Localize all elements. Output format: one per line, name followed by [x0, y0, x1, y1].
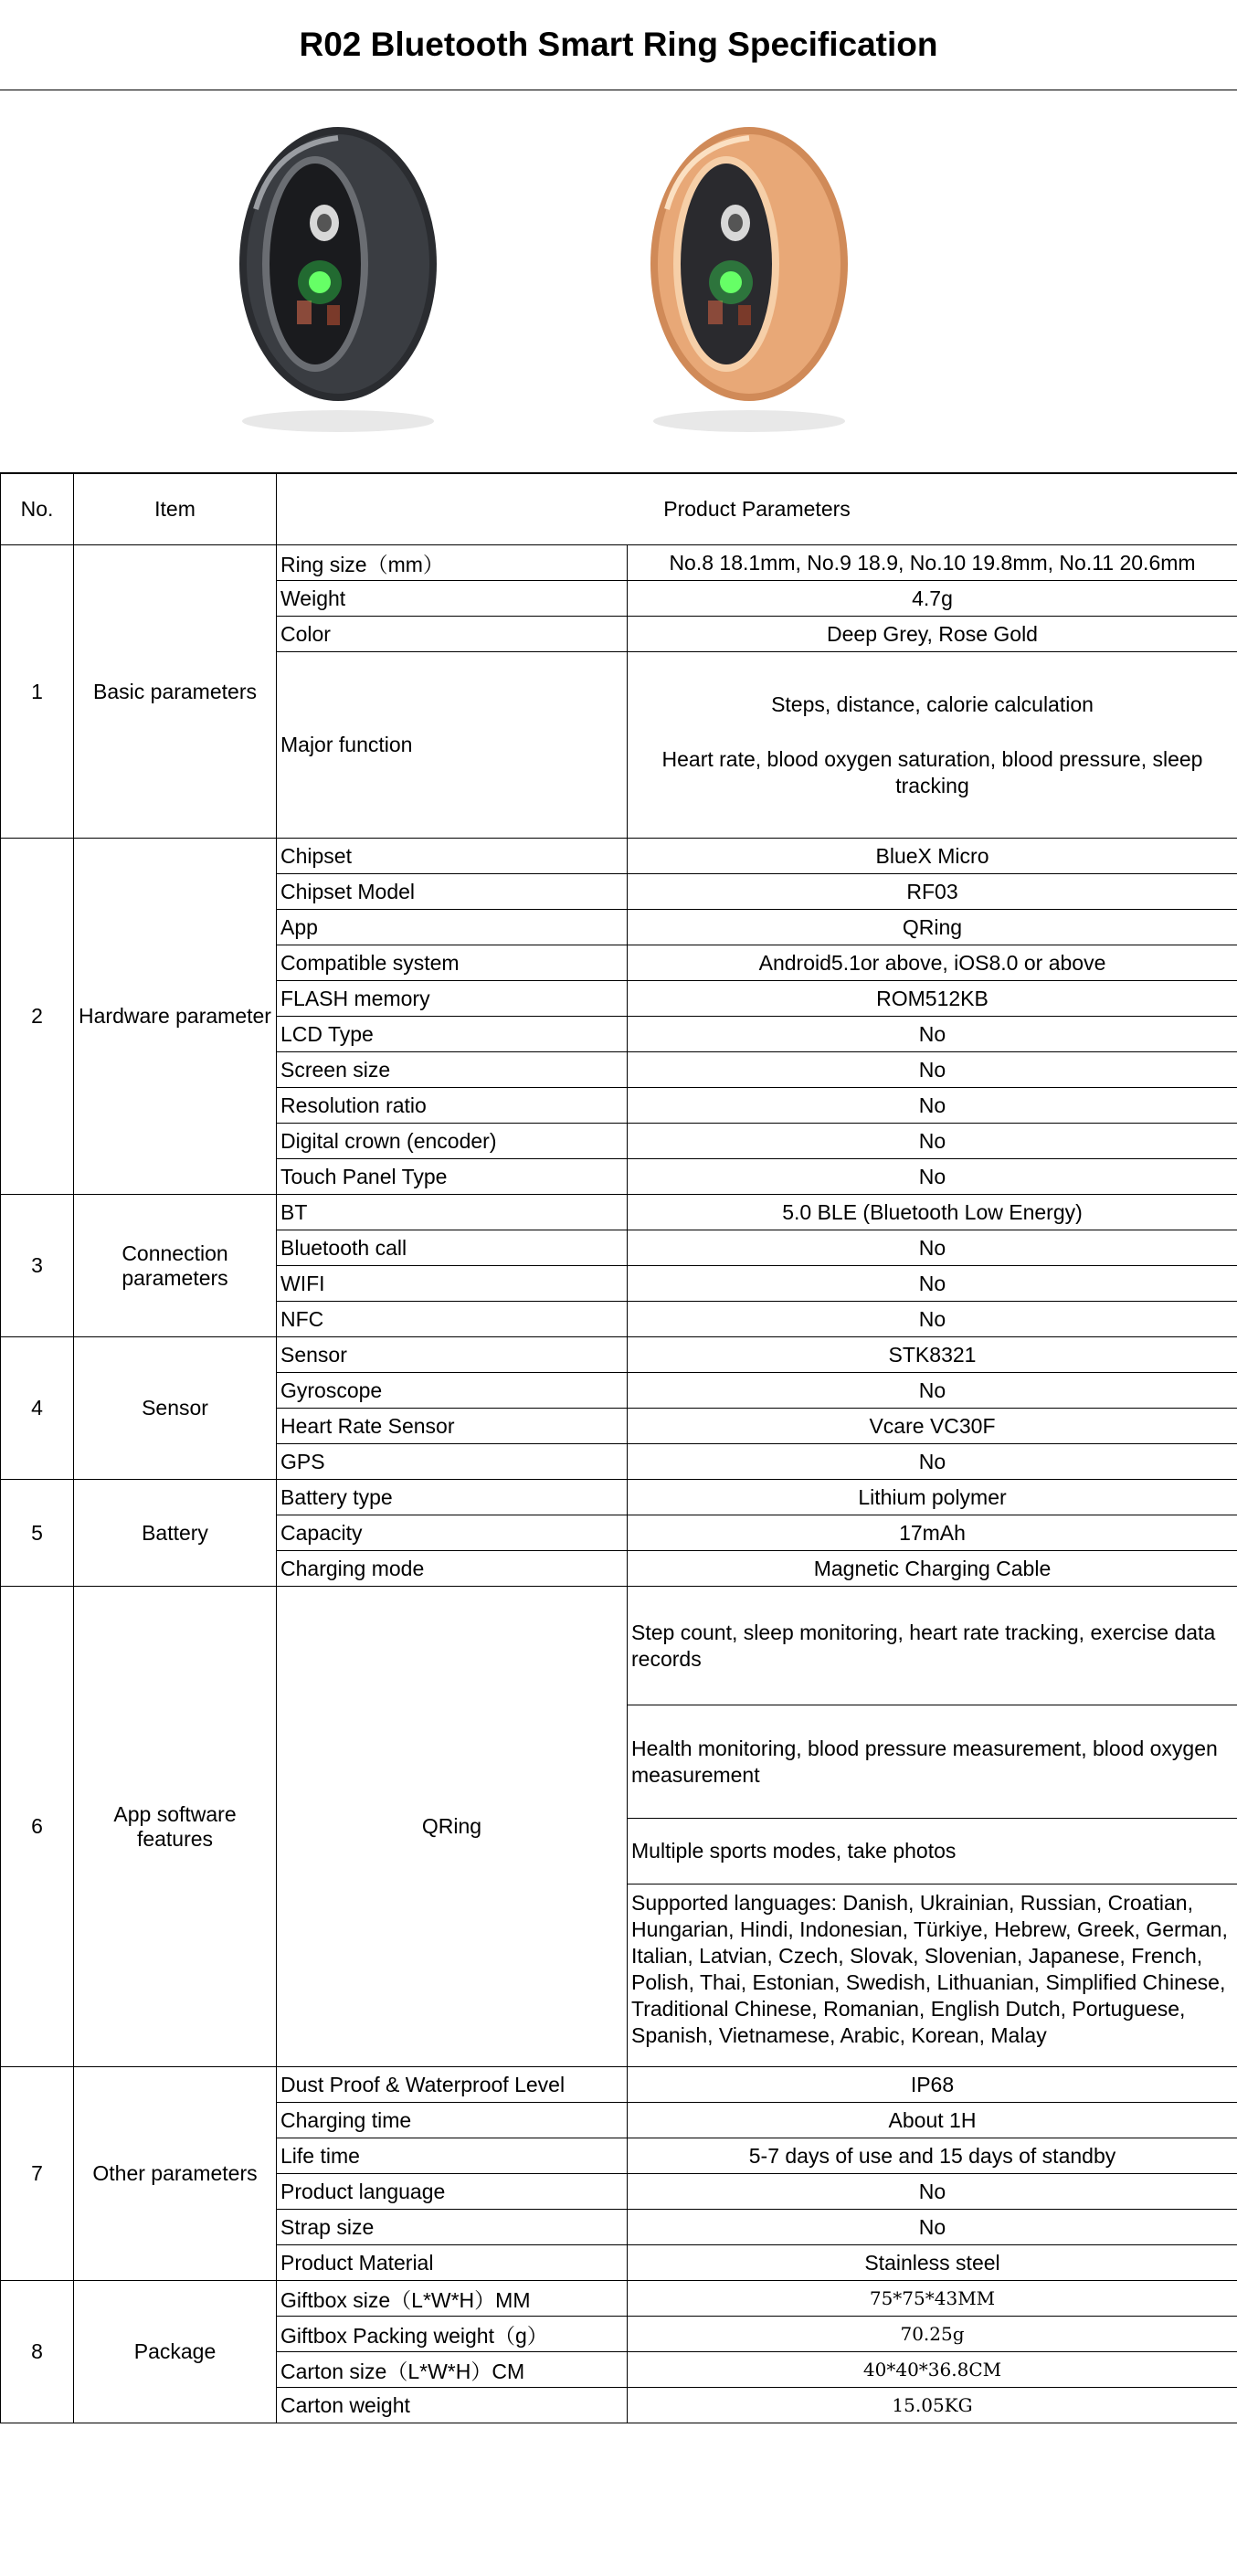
section-item: Sensor	[74, 1337, 277, 1480]
param-value: No	[628, 1266, 1237, 1302]
param-name: Gyroscope	[277, 1373, 628, 1409]
param-value: Lithium polymer	[628, 1480, 1237, 1515]
param-name: Sensor	[277, 1337, 628, 1373]
param-name: Capacity	[277, 1515, 628, 1551]
param-name: Strap size	[277, 2210, 628, 2245]
param-value: No	[628, 2174, 1237, 2210]
section-no: 8	[1, 2281, 74, 2423]
page-title: R02 Bluetooth Smart Ring Specification	[0, 0, 1237, 90]
param-value: No	[628, 1302, 1237, 1337]
header-item: Item	[74, 474, 277, 545]
section-no: 5	[1, 1480, 74, 1587]
table-row	[1, 545, 1237, 581]
param-name: Touch Panel Type	[277, 1159, 628, 1195]
product-images	[0, 90, 1237, 473]
app-feature-languages-cell	[628, 1884, 1237, 2067]
deep-grey-ring-image	[219, 127, 457, 438]
param-name: Giftbox Packing weight（g）	[277, 2317, 628, 2352]
param-name: Dust Proof & Waterproof Level	[277, 2067, 628, 2103]
param-value	[628, 652, 1237, 839]
app-feature: Step count, sleep monitoring, heart rate tracking, exercise data records	[628, 1587, 1237, 1705]
section-no: 1	[1, 545, 74, 839]
param-name: Carton weight	[277, 2388, 628, 2423]
rose-gold-ring-image	[630, 127, 868, 438]
param-name: App	[277, 910, 628, 945]
param-value: IP68	[628, 2067, 1237, 2103]
param-value: QRing	[628, 910, 1237, 945]
param-name: BT	[277, 1195, 628, 1230]
param-value: No	[628, 1052, 1237, 1088]
param-value: 17mAh	[628, 1515, 1237, 1551]
param-name: WIFI	[277, 1266, 628, 1302]
table-row	[1, 2067, 1237, 2103]
param-value: No.8 18.1mm, No.9 18.9, No.10 19.8mm, No.11 20.6mm	[628, 545, 1237, 581]
param-name: Giftbox size（L*W*H）MM	[277, 2281, 628, 2317]
param-name: Ring size（mm）	[277, 545, 628, 581]
section-item: Hardware parameter	[74, 839, 277, 1195]
param-name: Chipset	[277, 839, 628, 874]
param-value: No	[628, 1230, 1237, 1266]
table-row	[1, 2281, 1237, 2317]
table-row	[1, 1195, 1237, 1230]
param-value: 70.25g	[628, 2317, 1237, 2352]
param-value: ROM512KB	[628, 981, 1237, 1017]
param-name: Weight	[277, 581, 628, 617]
app-name: QRing	[277, 1587, 628, 2067]
app-feature: Supported languages: Danish, Ukrainian, Russian, Croatian, Hungarian, Hindi, Indonesian, Türkiye, Hebrew, Greek, German, Italian, Latvian, Czech, Slovak, Slovenian, Japanese, French, Polish, Thai, Estonian, Swedish, Lithuanian, Simplified Chinese, Traditional Chinese, Romanian, English Dutch, Portuguese, Spanish, Vietnamese, Arabic, Korean, Malay	[631, 1891, 1228, 2047]
param-value: No	[628, 2210, 1237, 2245]
param-name: Carton size（L*W*H）CM	[277, 2352, 628, 2388]
table-row	[1, 839, 1237, 874]
section-item: App software features	[74, 1587, 277, 2067]
param-value: About 1H	[628, 2103, 1237, 2138]
param-value: 5-7 days of use and 15 days of standby	[628, 2138, 1237, 2174]
param-value: Magnetic Charging Cable	[628, 1551, 1237, 1587]
param-value: 40*40*36.8CM	[628, 2352, 1237, 2388]
param-name: Product Material	[277, 2245, 628, 2281]
param-name: GPS	[277, 1444, 628, 1480]
param-name: Charging time	[277, 2103, 628, 2138]
param-value: Deep Grey, Rose Gold	[628, 617, 1237, 652]
param-name: Screen size	[277, 1052, 628, 1088]
section-item: Battery	[74, 1480, 277, 1587]
header-row	[1, 474, 1237, 545]
param-value: No	[628, 1017, 1237, 1052]
param-name: Product language	[277, 2174, 628, 2210]
param-name: Major function	[277, 652, 628, 839]
param-name: FLASH memory	[277, 981, 628, 1017]
section-item: Basic parameters	[74, 545, 277, 839]
param-value: STK8321	[628, 1337, 1237, 1373]
section-item: Connection parameters	[74, 1195, 277, 1337]
param-name: Compatible system	[277, 945, 628, 981]
table-row	[1, 1480, 1237, 1515]
param-name: Digital crown (encoder)	[277, 1124, 628, 1159]
section-no: 4	[1, 1337, 74, 1480]
param-value: BlueX Micro	[628, 839, 1237, 874]
param-name: NFC	[277, 1302, 628, 1337]
table-row	[1, 1337, 1237, 1373]
section-no: 6	[1, 1587, 74, 2067]
major-function-line: Steps, distance, calorie calculation	[771, 692, 1094, 716]
header-params: Product Parameters	[277, 474, 1237, 545]
param-value: 4.7g	[628, 581, 1237, 617]
param-value: No	[628, 1373, 1237, 1409]
param-value: Vcare VC30F	[628, 1409, 1237, 1444]
param-name: Charging mode	[277, 1551, 628, 1587]
param-value: Stainless steel	[628, 2245, 1237, 2281]
section-no: 2	[1, 839, 74, 1195]
spec-table	[0, 473, 1237, 2423]
param-value: RF03	[628, 874, 1237, 910]
param-name: Life time	[277, 2138, 628, 2174]
table-row	[1, 1587, 1237, 1705]
param-value: No	[628, 1088, 1237, 1124]
param-value: No	[628, 1159, 1237, 1195]
param-value: 75*75*43MM	[628, 2281, 1237, 2317]
param-name: Battery type	[277, 1480, 628, 1515]
app-feature: Health monitoring, blood pressure measurement, blood oxygen measurement	[628, 1705, 1237, 1819]
section-item: Package	[74, 2281, 277, 2423]
app-feature: Multiple sports modes, take photos	[628, 1819, 1237, 1884]
param-name: Heart Rate Sensor	[277, 1409, 628, 1444]
param-name: Resolution ratio	[277, 1088, 628, 1124]
param-name: LCD Type	[277, 1017, 628, 1052]
param-value: Android5.1or above, iOS8.0 or above	[628, 945, 1237, 981]
param-value: No	[628, 1124, 1237, 1159]
param-value: 5.0 BLE (Bluetooth Low Energy)	[628, 1195, 1237, 1230]
section-no: 7	[1, 2067, 74, 2281]
param-value: 15.05KG	[628, 2388, 1237, 2423]
header-no: No.	[1, 474, 74, 545]
section-no: 3	[1, 1195, 74, 1337]
param-value: No	[628, 1444, 1237, 1480]
major-function-line: Heart rate, blood oxygen saturation, blood pressure, sleep tracking	[661, 746, 1203, 797]
param-name: Chipset Model	[277, 874, 628, 910]
section-item: Other parameters	[74, 2067, 277, 2281]
param-name: Color	[277, 617, 628, 652]
param-name: Bluetooth call	[277, 1230, 628, 1266]
